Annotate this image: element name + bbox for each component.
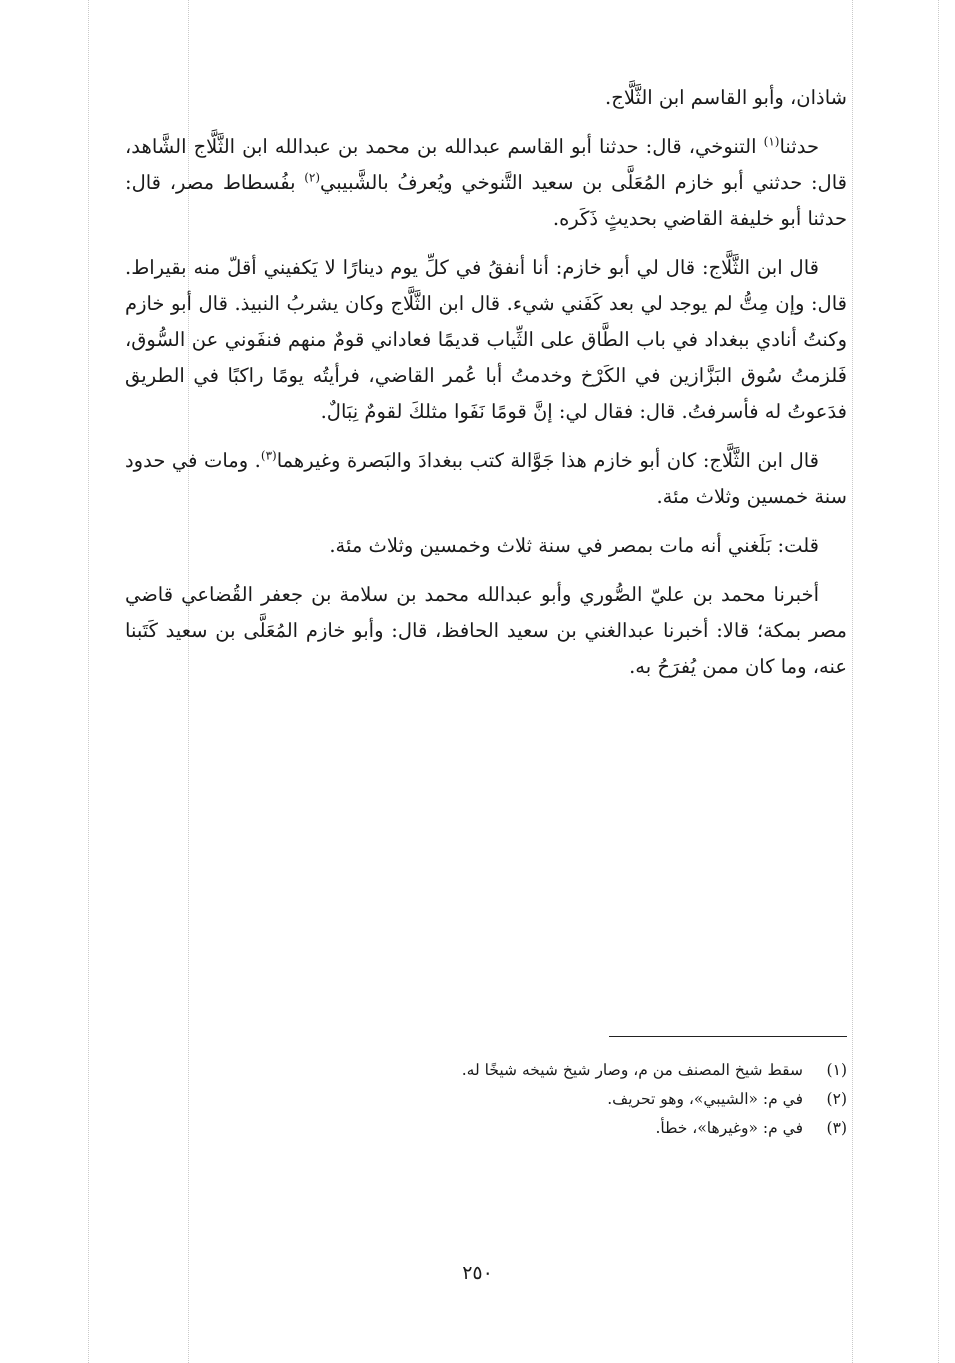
paragraph-2-text-start: حدثنا — [779, 135, 819, 158]
footnotes — [300, 1056, 847, 1143]
paragraph-3-text: قال ابن الثَّلَّاج: قال لي أبو خازم: أنا أنفقُ في كلِّ يوم دينارًا لا يَكفيني أقلّ منه بقيراط. قال: وإن مِتُّ لم يوجد لي بعد كَفَني شيء. قال ابن الثَّلَّاج وكان يشربُ النبيذ. قال أبو خازم وكنتُ أنادي ببغداد في باب الطَّاق على الثِّياب قديمًا فعاداني قومٌ منهم فنفَوني عن السُّوق، فَلزمتُ سُوق البَزَّازين في الكَرْخ وخدمتُ أبا عُمر القاضي، فرأيتُه يومًا راكبًا في الطريق فدَعوتُ له فأسرفتُ. قال: فقال لي: إنَّ قومًا نَفَوا مثلكَ لقومٌ نِبَالٌ. — [125, 256, 847, 423]
footnote-text: في م: «الشيبي»، وهو تحريف. — [607, 1090, 803, 1108]
scan-guide-line — [938, 0, 939, 1363]
footnote-number: (٣) — [826, 1119, 847, 1137]
paragraph-1 — [125, 80, 847, 116]
paragraph-2 — [125, 129, 847, 237]
paragraph-5 — [125, 528, 847, 564]
paragraph-6 — [125, 577, 847, 685]
main-text — [125, 80, 847, 698]
footnote-separator — [609, 1036, 847, 1037]
footnote-number: (٢) — [826, 1090, 847, 1108]
page-number: ٢٥٠ — [462, 1262, 493, 1284]
footnote-1 — [300, 1056, 847, 1085]
paragraph-2-text-middle: التنوخي، قال: حدثنا أبو القاسم عبدالله بن محمد بن عبدالله ابن الثَّلَّاج الشَّاهد، قال: حدثني أبو خازم المُعَلَّى بن سعيد التَّنوخي ويُعرفُ بالشَّبيبي — [125, 135, 847, 194]
paragraph-3 — [125, 250, 847, 430]
paragraph-4-text-start: قال ابن الثَّلَّاج: كان أبو خازم هذا جَوَّالة كتب ببغدادَ والبَصرة وغيرهما — [276, 449, 820, 472]
footnote-ref-1: (١) — [763, 134, 780, 149]
footnote-3 — [300, 1114, 847, 1143]
footnote-ref-2: (٢) — [304, 170, 321, 185]
paragraph-6-text: أخبرنا محمد بن عليّ الصُّوري وأبو عبدالله محمد بن سلامة بن جعفر القُضاعي قاضي مصر بمكة؛ قالا: أخبرنا عبدالغني بن سعيد الحافظ، قال: وأبو خازم المُعَلَّى بن سعيد كَتَبنا عنه، وما كان ممن يُفرَحُ به. — [125, 583, 847, 678]
paragraph-1-text: شاذان، وأبو القاسم ابن الثَّلَّاج. — [605, 86, 847, 109]
paragraph-4-text-end: . ومات في حدود سنة خمسين وثلاث مئة. — [125, 449, 847, 508]
paragraph-5-text: قلت: بَلَغني أنه مات بمصر في سنة ثلاث وخمسين وثلاث مئة. — [329, 534, 819, 557]
footnote-ref-3: (٣) — [260, 448, 277, 463]
paragraph-4 — [125, 443, 847, 515]
footnote-text: في م: «وغيرها»، خطأ. — [655, 1119, 803, 1137]
footnote-text: سقط شيخ المصنف من م، وصار شيخ شيخه شيخًا له. — [461, 1061, 803, 1079]
footnote-number: (١) — [826, 1061, 847, 1079]
scan-guide-line — [852, 0, 853, 1363]
footnote-2 — [300, 1085, 847, 1114]
paragraph-2-text-end: بفُسطاط مصر، قال: حدثنا أبو خليفة القاضي بحديثٍ ذَكَره. — [125, 171, 847, 230]
scan-guide-line — [88, 0, 89, 1363]
